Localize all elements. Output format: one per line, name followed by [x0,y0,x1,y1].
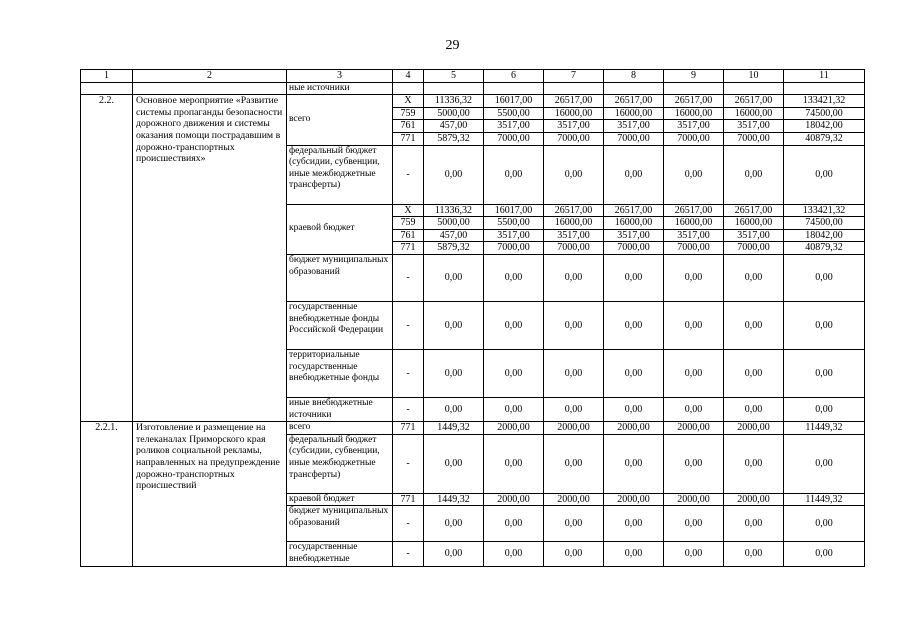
value-cell [664,82,724,95]
value-cell: 0,00 [484,349,544,397]
value-cell: 0,00 [604,254,664,301]
code-cell: 761 [393,120,424,133]
code-cell: - [393,349,424,397]
value-cell: 3517,00 [724,229,784,242]
value-cell: 16000,00 [724,217,784,230]
value-cell: 18042,00 [784,229,865,242]
value-cell: 0,00 [724,397,784,421]
value-cell: 0,00 [424,349,484,397]
value-cell: 5879,32 [424,242,484,255]
task-cell [133,82,287,95]
value-cell: 0,00 [664,506,724,542]
header-row [81,70,865,83]
value-cell: 2000,00 [544,493,604,506]
value-cell: 0,00 [664,145,724,204]
value-cell: 0,00 [484,397,544,421]
value-cell: 0,00 [544,506,604,542]
value-cell: 0,00 [784,301,865,349]
value-cell [604,82,664,95]
code-cell: - [393,254,424,301]
code-cell: 771 [393,242,424,255]
source-cell: краевой бюджет [287,493,393,506]
code-cell: - [393,301,424,349]
value-cell: 0,00 [484,434,544,493]
value-cell: 11336,32 [424,204,484,217]
value-cell: 0,00 [544,254,604,301]
value-cell: 0,00 [544,542,604,566]
value-cell: 11449,32 [784,422,865,435]
value-cell: 0,00 [424,145,484,204]
code-cell: - [393,506,424,542]
value-cell: 0,00 [784,397,865,421]
value-cell: 7000,00 [604,132,664,145]
code-cell: - [393,397,424,421]
source-cell: краевой бюджет [287,204,393,254]
value-cell: 5500,00 [484,217,544,230]
value-cell: 2000,00 [484,422,544,435]
column-header: 3 [287,70,393,83]
source-cell: иные внебюджетные источники [287,397,393,421]
value-cell: 2000,00 [604,493,664,506]
value-cell: 40879,32 [784,242,865,255]
value-cell: 0,00 [724,145,784,204]
value-cell: 2000,00 [724,493,784,506]
code-cell: 771 [393,132,424,145]
value-cell: 2000,00 [664,422,724,435]
code-cell: X [393,204,424,217]
value-cell [784,82,865,95]
value-cell: 16000,00 [664,107,724,120]
table-body [81,70,865,567]
value-cell [724,82,784,95]
continuation-row [81,82,865,95]
value-cell: 0,00 [544,434,604,493]
value-cell [424,82,484,95]
value-cell: 7000,00 [664,132,724,145]
value-cell: 0,00 [664,542,724,566]
code-cell: 759 [393,107,424,120]
value-cell: 0,00 [484,301,544,349]
value-cell: 0,00 [784,542,865,566]
value-cell: 3517,00 [604,229,664,242]
value-cell: 7000,00 [544,242,604,255]
source-cell: бюджет муниципальных образований [287,254,393,301]
value-cell: 2000,00 [724,422,784,435]
code-cell: - [393,434,424,493]
value-cell: 1449,32 [424,493,484,506]
value-cell: 0,00 [604,506,664,542]
value-cell: 0,00 [604,397,664,421]
source-cell: государственные внебюджетные [287,542,393,566]
value-cell: 0,00 [424,542,484,566]
value-cell: 0,00 [664,434,724,493]
value-cell: 0,00 [664,397,724,421]
index-cell [81,82,133,95]
value-cell: 0,00 [604,542,664,566]
value-cell: 0,00 [424,506,484,542]
value-cell: 0,00 [544,397,604,421]
value-cell: 7000,00 [604,242,664,255]
value-cell: 11449,32 [784,493,865,506]
block2-row [81,422,865,435]
value-cell: 26517,00 [604,95,664,108]
value-cell: 0,00 [424,397,484,421]
value-cell: 0,00 [724,434,784,493]
value-cell: 0,00 [724,254,784,301]
value-cell: 0,00 [544,301,604,349]
task-cell: Основное мероприятие «Развитие системы пропаганды безопасности дорожного движения и системы оказания помощи пострадавшим в дорожно-транспортных происшествиях» [133,95,287,422]
value-cell: 26517,00 [724,95,784,108]
value-cell: 16000,00 [544,107,604,120]
code-cell: - [393,542,424,566]
value-cell: 0,00 [484,506,544,542]
value-cell: 7000,00 [484,242,544,255]
index-cell: 2.2.1. [81,422,133,566]
value-cell: 16000,00 [604,217,664,230]
value-cell: 0,00 [784,145,865,204]
value-cell: 16017,00 [484,95,544,108]
column-header: 10 [724,70,784,83]
block1-row [81,95,865,108]
column-header: 6 [484,70,544,83]
value-cell: 0,00 [604,145,664,204]
value-cell: 7000,00 [664,242,724,255]
value-cell: 0,00 [424,254,484,301]
value-cell: 0,00 [784,349,865,397]
index-cell: 2.2. [81,95,133,422]
value-cell: 3517,00 [664,120,724,133]
value-cell: 0,00 [484,145,544,204]
value-cell: 0,00 [724,301,784,349]
value-cell: 2000,00 [484,493,544,506]
source-cell: федеральный бюджет (субсидии, субвенции, иные межбюджетные трансферты) [287,145,393,204]
value-cell: 16000,00 [664,217,724,230]
value-cell: 7000,00 [484,132,544,145]
value-cell: 5500,00 [484,107,544,120]
column-header: 8 [604,70,664,83]
source-cell: всего [287,95,393,145]
column-header: 4 [393,70,424,83]
column-header: 1 [81,70,133,83]
value-cell: 74500,00 [784,217,865,230]
budget-table [80,69,865,567]
value-cell: 16000,00 [604,107,664,120]
value-cell: 16000,00 [544,217,604,230]
value-cell [484,82,544,95]
value-cell: 0,00 [604,434,664,493]
value-cell: 3517,00 [544,120,604,133]
value-cell: 0,00 [784,506,865,542]
value-cell: 2000,00 [544,422,604,435]
value-cell: 0,00 [604,301,664,349]
source-cell: всего [287,422,393,435]
value-cell: 11336,32 [424,95,484,108]
value-cell [393,82,424,95]
value-cell: 0,00 [484,542,544,566]
value-cell: 26517,00 [544,95,604,108]
source-cell: государственные внебюджетные фонды Российской Федерации [287,301,393,349]
value-cell: 0,00 [544,145,604,204]
column-header: 7 [544,70,604,83]
source-cell: территориальные государственные внебюджетные фонды [287,349,393,397]
value-cell: 3517,00 [484,120,544,133]
value-cell: 40879,32 [784,132,865,145]
value-cell: 5000,00 [424,107,484,120]
value-cell: 16000,00 [724,107,784,120]
value-cell: 3517,00 [604,120,664,133]
code-cell: 771 [393,422,424,435]
column-header: 9 [664,70,724,83]
value-cell: 0,00 [544,349,604,397]
value-cell: 0,00 [664,254,724,301]
value-cell: 0,00 [784,254,865,301]
value-cell: 457,00 [424,229,484,242]
code-cell: X [393,95,424,108]
value-cell: 0,00 [724,349,784,397]
value-cell: 0,00 [724,506,784,542]
code-cell: - [393,145,424,204]
value-cell: 5879,32 [424,132,484,145]
value-cell: 133421,32 [784,204,865,217]
value-cell: 2000,00 [604,422,664,435]
value-cell: 0,00 [664,349,724,397]
value-cell: 3517,00 [664,229,724,242]
value-cell: 133421,32 [784,95,865,108]
value-cell: 7000,00 [724,242,784,255]
source-cell: бюджет муниципальных образований [287,506,393,542]
code-cell: 759 [393,217,424,230]
value-cell: 457,00 [424,120,484,133]
value-cell: 18042,00 [784,120,865,133]
value-cell: 26517,00 [664,204,724,217]
value-cell: 1449,32 [424,422,484,435]
code-cell: 761 [393,229,424,242]
value-cell: 2000,00 [664,493,724,506]
value-cell [544,82,604,95]
value-cell: 3517,00 [544,229,604,242]
value-cell: 0,00 [664,301,724,349]
column-header: 11 [784,70,865,83]
page-number: 29 [445,38,460,53]
value-cell: 26517,00 [664,95,724,108]
value-cell: 3517,00 [724,120,784,133]
code-cell: 771 [393,493,424,506]
value-cell: 3517,00 [484,229,544,242]
value-cell: 0,00 [424,301,484,349]
value-cell: 26517,00 [544,204,604,217]
value-cell: 16017,00 [484,204,544,217]
source-cell: федеральный бюджет (субсидии, субвенции, иные межбюджетные трансферты) [287,434,393,493]
value-cell: 7000,00 [724,132,784,145]
value-cell: 0,00 [724,542,784,566]
column-header: 2 [133,70,287,83]
value-cell: 0,00 [484,254,544,301]
value-cell: 0,00 [784,434,865,493]
value-cell: 0,00 [604,349,664,397]
value-cell: 26517,00 [724,204,784,217]
task-cell: Изготовление и размещение на телеканалах Приморского края роликов социальной рекламы, направленных на предупреждение дорожно-транспортных происшествий [133,422,287,566]
source-cell: ные источники [287,82,393,95]
value-cell: 74500,00 [784,107,865,120]
value-cell: 26517,00 [604,204,664,217]
value-cell: 0,00 [424,434,484,493]
column-header: 5 [424,70,484,83]
value-cell: 7000,00 [544,132,604,145]
value-cell: 5000,00 [424,217,484,230]
